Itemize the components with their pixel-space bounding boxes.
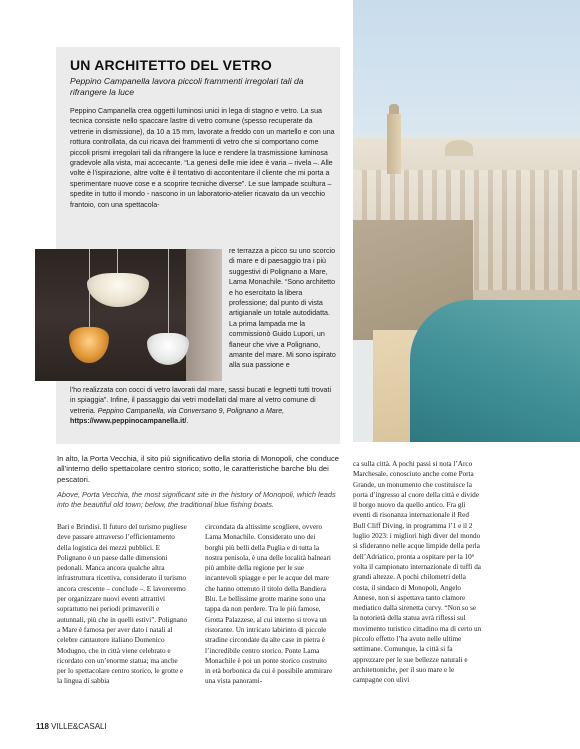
- chandelier-lamp: [87, 273, 149, 307]
- photo-wall: [186, 249, 222, 381]
- box-right-column: re terrazza a picco su uno scorcio di mare e di paesaggio tra i più suggestivi di Polignano a Mare, Lama Monachile. “Sono architetto e ho esercitato la libera professione; dal punto di vista artigianale un totale autodidatta. La prima lampada me la commissionò Guido Lupori, un flaneur che vive a Polignano, amante del mare. Mi sono ispirato alla sua passione e: [229, 247, 336, 370]
- magazine-name: VILLE&CASALI: [51, 722, 107, 731]
- box-ending-text: l’ho realizzata con cocci di vetro lavorati dal mare, sassi bucati e legnetti tutti trovati in spiaggia”. Infine, il passaggio dai vetri modellati dal mare al vetro comune di vetreria.: [70, 386, 332, 415]
- article-column-2: circondata da altissime scogliere, ovvero Lama Monachile. Considerato uno dei borghi più belli della Puglia e di tutta la nostra penisola, è una delle località balneari più ambite della regione per le sue incantevoli spiagge e per le acque del mare che hanno ottenuto il titolo della Bandiera Blu. Le bellissime grotte marine sono una tappa da non perdere. Tra le più famose, Grotta Palazzese, al cui interno si trova un ristorante. Un intricato labirinto di piccole stradine circondate da alte case in pietra è l’incredibile centro storico. Ponte Lama Monachile è poi un ponte storico costruito in età borbonica da cui è possibile ammirare una vista panorami-: [205, 523, 333, 686]
- photo-caption-italian: In alto, la Porta Vecchia, il sito più significativo della storia di Monopoli, che conduce all’interno dello spettacolare centro storico; sotto, le caratteristiche barche blu dei pescatori.: [57, 454, 339, 484]
- box-website-link[interactable]: https://www.peppinocampanella.it/: [70, 417, 187, 426]
- lamp-cord: [117, 249, 118, 275]
- photo-sea: [410, 300, 580, 442]
- lamp-cord: [168, 249, 169, 335]
- box-address: Peppino Campanella, via Conversano 9, Polignano a Mare,: [97, 406, 285, 415]
- article-column-1: Bari e Brindisi. Il futuro del turismo pugliese deve passare attraverso l’efficientamento della logistica dei mezzi pubblici. E Polignano è un paese dalle dimensioni pedonali. Manca ancora qualche altra infrastruttura ricettiva, considerato il turismo ancora crescente – conclude –. E lavoreremo per organizzare nuovi eventi attrattivi soprattutto nei periodi primaverili e autunnali, più che in quelli estivi”. Polignano a Mare è famosa per aver dato i natali al celebre cantautore italiano Domenico Modugno, che in città viene celebrato e ricordato con un’enorme statua; ma anche per lo spettacolare centro storico, le grotte e la lingua di sabbia: [57, 523, 188, 686]
- box-body: Peppino Campanella crea oggetti luminosi unici in lega di stagno e vetro. La sua tecnica consiste nello spaccare lastre di vetro comune (spesso recuperate da vetrerie in dismissione), da 10 a 15 mm, lavorate a freddo con un martello e con una rottura controllata, da cui ricava dei frammenti di vetro che si comportano come piccoli prismi irregolari tali da rifrangere la luce e rendere la trasmissione luminosa gradevole alla vista, mai accecante. “La genesi delle mie idee è varia – rivela –. Alle volte è l’ispirazione, altre volte è il tentativo di accontentare il cliente che mi porta a sperimentare nuove cose e a scoprire tecniche diverse”. Le sue lampade scultura – spedite in tutto il mondo - nascono in un laboratorio-atelier ricavato da un vecchio frantoio, con una spettacola-: [70, 107, 335, 209]
- photo-dome: [445, 140, 473, 156]
- box-ending-tail: .: [186, 417, 189, 426]
- box-subtitle: Peppino Campanella lavora piccoli frammenti irregolari tali da rifrangere la luce: [70, 76, 304, 97]
- photo-bell-tower: [387, 114, 401, 174]
- amber-lamp: [69, 327, 109, 363]
- white-lamp: [147, 333, 189, 365]
- article-column-3: ca sulla città. A pochi passi si nota l’Arco Marchesale, conosciuto anche come Porta Grande, un monumento che costituisce la porta d’ingresso al cuore della città e divide il borgo nuovo da quello antico. Fra gli eventi di risonanza internazionale il Red Bull Cliff Diving, in programma l’1 e il 2 luglio 2023: i migliori high diver del mondo si sfideranno nelle acque limpide della perla dell’Adriatico, pronta a ospitare per la 10ª volta il campionato internazionale di tuffi da grandi altezze. A pochi chilometri della costa, il sindaco di Monopoli, Angelo Annese, non si aspettava tanto clamore mediatico dalla sirenetta curvy. “Non so se la notorietà della statua avrà riflessi sul movimento turistico cittadino ma di certo un piccolo effetto l’ha avuto nelle ultime settimane. Comunque, la città si fa apprezzare per le sue bellezze naturali e architettoniche, per il suo mare e le campagne con ulivi: [353, 460, 482, 685]
- photo-caption-english: Above, Porta Vecchia, the most significant site in the history of Monopoli, which leads into the beautiful old town; below, the traditional blue fishing boats.: [57, 490, 336, 510]
- page-footer: [36, 722, 107, 731]
- polignano-photo: [353, 0, 580, 442]
- page-number: 118: [36, 722, 49, 731]
- lamps-photo: [35, 249, 222, 381]
- box-ending: [70, 385, 338, 427]
- box-title: UN ARCHITETTO DEL VETRO: [70, 57, 272, 73]
